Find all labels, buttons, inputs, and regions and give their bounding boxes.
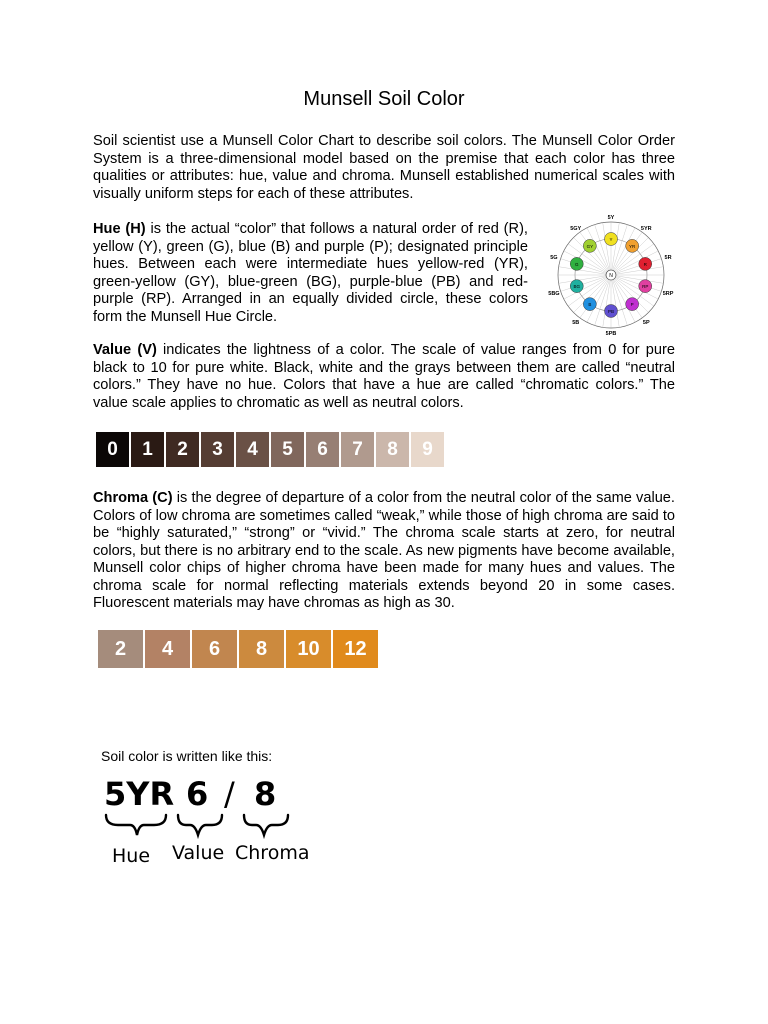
chroma-chip-2: 2 <box>98 630 143 668</box>
value-chip-3: 3 <box>201 432 234 467</box>
chroma-chip-4: 4 <box>145 630 190 668</box>
hue-chip-label: PB <box>607 309 615 314</box>
value-chip-8: 8 <box>376 432 409 467</box>
hue-spoke <box>611 275 627 325</box>
value-chip-6: 6 <box>306 432 339 467</box>
hue-spoke <box>611 259 661 275</box>
hue-chip-label: RP <box>642 284 649 290</box>
hue-spoke <box>595 275 611 325</box>
value-chip-2: 2 <box>166 432 199 467</box>
notation-example <box>104 775 344 875</box>
hue-label: Hue <box>112 845 151 867</box>
chroma-code: 8 <box>254 775 277 813</box>
hue-chip-label: B <box>588 302 592 308</box>
hue-spoke <box>611 275 661 291</box>
intro-paragraph: Soil scientist use a Munsell Color Chart to describe soil colors. The Munsell Color Order System is a three-dimensional model based on the premise that each color has three qualities or attributes: hue, value and chroma. Munsell established numerical scales with visually uniform steps for each of these attributes. <box>93 133 675 202</box>
value-chip-0: 0 <box>96 432 129 467</box>
hue-brace <box>106 815 166 835</box>
hue-chip-label: P <box>630 302 634 308</box>
value-label: Value <box>172 842 225 864</box>
value-chip-5: 5 <box>271 432 304 467</box>
value-chip-4: 4 <box>236 432 269 467</box>
slash-separator: / <box>224 775 235 813</box>
principal-hue-label: 5YR <box>640 226 652 233</box>
neutral-center-label: N <box>609 273 613 279</box>
value-paragraph <box>93 342 675 412</box>
chroma-term: Chroma (C) <box>93 490 173 506</box>
hue-chip-label: GY <box>586 243 594 249</box>
hue-spoke <box>561 275 611 291</box>
hue-spoke <box>561 259 611 275</box>
chroma-chip-6: 6 <box>192 630 237 668</box>
value-term: Value (V) <box>93 342 157 358</box>
value-brace <box>178 815 222 835</box>
example-intro: Soil color is written like this: <box>101 748 273 764</box>
value-code: 6 <box>186 775 209 813</box>
principal-hue-label: 5PB <box>605 331 617 336</box>
chroma-chip-8: 8 <box>239 630 284 668</box>
principal-hue-label: 5R <box>664 255 672 262</box>
brace-marks <box>104 811 344 841</box>
principal-hue-label: 5G <box>550 255 558 262</box>
chroma-chip-12: 12 <box>333 630 378 668</box>
principal-hue-label: 5Y <box>607 215 615 221</box>
chroma-scale <box>98 630 378 668</box>
value-chip-7: 7 <box>341 432 374 467</box>
chroma-chip-10: 10 <box>286 630 331 668</box>
chroma-paragraph <box>93 490 675 613</box>
hue-term: Hue (H) <box>93 221 146 237</box>
value-text: indicates the lightness of a color. The scale of value ranges from 0 for pure black to 10 for pure white. Black, white and the grays between them are called “neutral colors.” They have no hue. Colors that have a hue are called “chromatic colors.” The value scale applies to chromatic as well as neutral colors. <box>93 342 675 411</box>
munsell-hue-circle <box>543 212 681 336</box>
hue-chip-label: YR <box>629 243 636 249</box>
principal-hue-label: 5B <box>572 319 580 326</box>
chroma-label: Chroma <box>235 842 310 864</box>
chroma-brace <box>244 815 288 835</box>
value-chip-9: 9 <box>411 432 444 467</box>
chroma-text: is the degree of departure of a color from the neutral color of the same value. Colors of low chroma are sometimes called “weak,” while those of high chroma are said to be “highly saturated,” “strong” or “vivid.” The chroma scale starts at zero, for neutral colors, but there is no arbitrary end to the scale. As new pigments have become available, Munsell color chips of higher chroma have been made for many hues and values. The chroma scale for normal reflecting materials extends beyond 20 in some cases. Fluorescent materials may have chromas as high as 30. <box>93 490 675 611</box>
page-title: Munsell Soil Color <box>303 88 465 110</box>
hue-code: 5YR <box>104 775 175 813</box>
hue-chip-label: G <box>575 261 579 267</box>
hue-chip-label: Y <box>609 237 613 242</box>
hue-chip-label: BG <box>573 284 581 290</box>
hue-spoke <box>595 225 611 275</box>
hue-paragraph <box>93 221 528 326</box>
hue-text: is the actual “color” that follows a natural order of red (R), yellow (Y), green (G), blue (B) and purple (P); designated principle hues. Between each were intermediate hues yellow-red (YR), green-yellow (GY), blue-green (BG), purple-blue (PB) and red-purple (RP). Arranged in an equally divided circle, these colors form the Munsell Hue Circle. <box>93 221 528 325</box>
value-chip-1: 1 <box>131 432 164 467</box>
principal-hue-label: 5BG <box>548 290 560 297</box>
principal-hue-label: 5GY <box>570 226 582 233</box>
principal-hue-label: 5P <box>642 319 650 326</box>
principal-hue-label: 5RP <box>662 290 674 297</box>
hue-chip-label: R <box>643 261 647 267</box>
hue-spoke <box>611 225 627 275</box>
value-scale <box>96 432 444 467</box>
